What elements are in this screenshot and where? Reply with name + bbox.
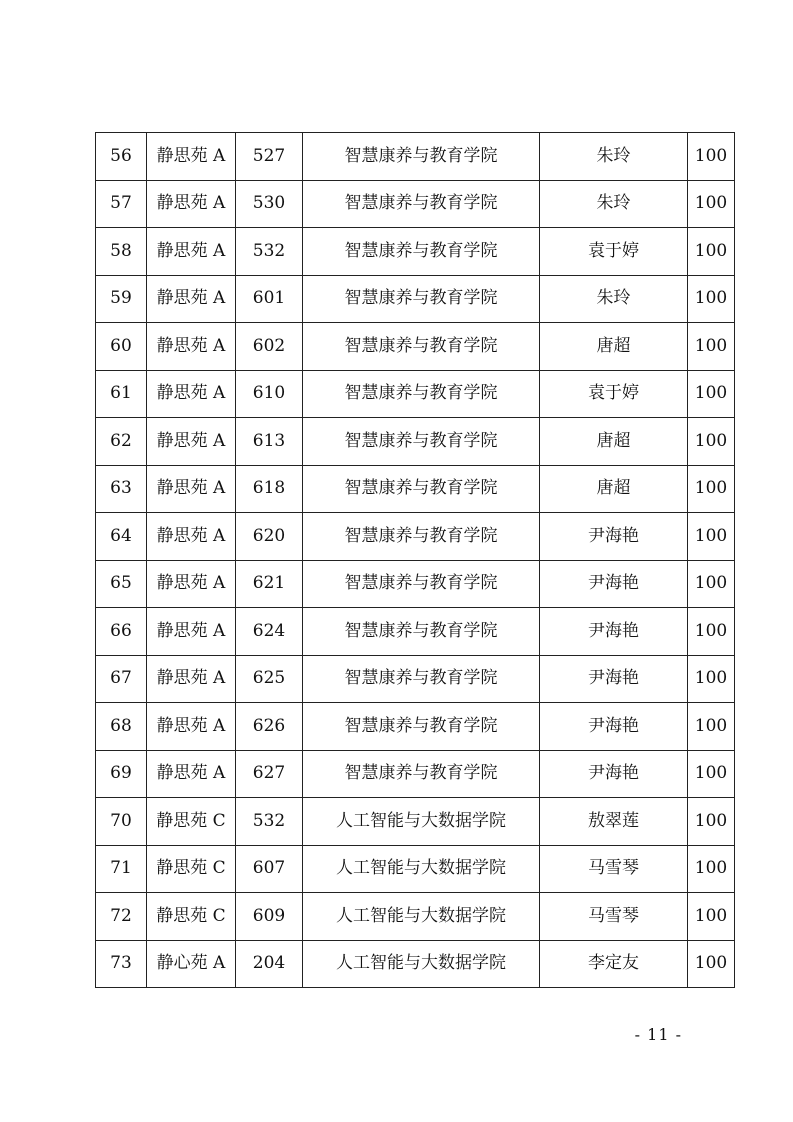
building-cell: 静思苑 A	[147, 180, 236, 228]
college-cell: 智慧康养与教育学院	[303, 513, 540, 561]
college-cell: 智慧康养与教育学院	[303, 608, 540, 656]
table-row	[96, 418, 735, 466]
row-number-cell: 65	[96, 560, 147, 608]
college-cell: 智慧康养与教育学院	[303, 275, 540, 323]
room-number-cell: 627	[236, 750, 303, 798]
supervisor-name-cell: 唐超	[540, 323, 688, 371]
score-cell: 100	[688, 418, 735, 466]
row-number-cell: 73	[96, 940, 147, 988]
building-cell: 静思苑 A	[147, 228, 236, 276]
row-number-cell: 70	[96, 798, 147, 846]
row-number-cell: 72	[96, 893, 147, 941]
score-cell: 100	[688, 893, 735, 941]
table-row	[96, 370, 735, 418]
table-row	[96, 323, 735, 371]
table-row	[96, 893, 735, 941]
building-cell: 静心苑 A	[147, 940, 236, 988]
building-cell: 静思苑 A	[147, 323, 236, 371]
score-cell: 100	[688, 703, 735, 751]
room-number-cell: 618	[236, 465, 303, 513]
score-cell: 100	[688, 608, 735, 656]
room-number-cell: 607	[236, 845, 303, 893]
table-row	[96, 180, 735, 228]
college-cell: 智慧康养与教育学院	[303, 370, 540, 418]
row-number-cell: 69	[96, 750, 147, 798]
table-row	[96, 845, 735, 893]
room-number-cell: 621	[236, 560, 303, 608]
row-number-cell: 62	[96, 418, 147, 466]
table-row	[96, 655, 735, 703]
room-number-cell: 532	[236, 798, 303, 846]
supervisor-name-cell: 袁于婷	[540, 228, 688, 276]
table-row	[96, 940, 735, 988]
score-cell: 100	[688, 798, 735, 846]
supervisor-name-cell: 唐超	[540, 465, 688, 513]
room-number-cell: 530	[236, 180, 303, 228]
supervisor-name-cell: 朱玲	[540, 133, 688, 181]
building-cell: 静思苑 A	[147, 655, 236, 703]
building-cell: 静思苑 A	[147, 560, 236, 608]
score-cell: 100	[688, 750, 735, 798]
page-number: - 11 -	[634, 1025, 682, 1044]
supervisor-name-cell: 马雪琴	[540, 845, 688, 893]
supervisor-name-cell: 尹海艳	[540, 703, 688, 751]
score-cell: 100	[688, 180, 735, 228]
building-cell: 静思苑 C	[147, 845, 236, 893]
room-number-cell: 625	[236, 655, 303, 703]
supervisor-name-cell: 袁于婷	[540, 370, 688, 418]
building-cell: 静思苑 A	[147, 750, 236, 798]
table-row	[96, 465, 735, 513]
table-row	[96, 133, 735, 181]
supervisor-name-cell: 尹海艳	[540, 513, 688, 561]
supervisor-name-cell: 朱玲	[540, 275, 688, 323]
building-cell: 静思苑 A	[147, 418, 236, 466]
room-number-cell: 626	[236, 703, 303, 751]
building-cell: 静思苑 C	[147, 893, 236, 941]
row-number-cell: 64	[96, 513, 147, 561]
college-cell: 人工智能与大数据学院	[303, 845, 540, 893]
table-body	[96, 133, 735, 988]
room-number-cell: 601	[236, 275, 303, 323]
supervisor-name-cell: 尹海艳	[540, 560, 688, 608]
building-cell: 静思苑 A	[147, 703, 236, 751]
college-cell: 智慧康养与教育学院	[303, 560, 540, 608]
supervisor-name-cell: 尹海艳	[540, 608, 688, 656]
college-cell: 智慧康养与教育学院	[303, 750, 540, 798]
table-row	[96, 750, 735, 798]
score-cell: 100	[688, 940, 735, 988]
row-number-cell: 56	[96, 133, 147, 181]
supervisor-name-cell: 唐超	[540, 418, 688, 466]
supervisor-name-cell: 马雪琴	[540, 893, 688, 941]
row-number-cell: 60	[96, 323, 147, 371]
row-number-cell: 58	[96, 228, 147, 276]
row-number-cell: 63	[96, 465, 147, 513]
score-cell: 100	[688, 323, 735, 371]
row-number-cell: 57	[96, 180, 147, 228]
table-row	[96, 798, 735, 846]
score-cell: 100	[688, 465, 735, 513]
score-cell: 100	[688, 370, 735, 418]
score-cell: 100	[688, 655, 735, 703]
building-cell: 静思苑 A	[147, 608, 236, 656]
college-cell: 智慧康养与教育学院	[303, 180, 540, 228]
supervisor-name-cell: 敖翠莲	[540, 798, 688, 846]
college-cell: 智慧康养与教育学院	[303, 465, 540, 513]
score-cell: 100	[688, 228, 735, 276]
row-number-cell: 68	[96, 703, 147, 751]
room-number-cell: 610	[236, 370, 303, 418]
room-number-cell: 204	[236, 940, 303, 988]
building-cell: 静思苑 C	[147, 798, 236, 846]
score-cell: 100	[688, 275, 735, 323]
college-cell: 智慧康养与教育学院	[303, 323, 540, 371]
college-cell: 人工智能与大数据学院	[303, 798, 540, 846]
building-cell: 静思苑 A	[147, 133, 236, 181]
row-number-cell: 66	[96, 608, 147, 656]
building-cell: 静思苑 A	[147, 513, 236, 561]
building-cell: 静思苑 A	[147, 465, 236, 513]
college-cell: 智慧康养与教育学院	[303, 228, 540, 276]
score-cell: 100	[688, 133, 735, 181]
table-row	[96, 608, 735, 656]
room-number-cell: 620	[236, 513, 303, 561]
building-cell: 静思苑 A	[147, 370, 236, 418]
table-row	[96, 228, 735, 276]
building-cell: 静思苑 A	[147, 275, 236, 323]
table-row	[96, 703, 735, 751]
row-number-cell: 71	[96, 845, 147, 893]
room-number-cell: 613	[236, 418, 303, 466]
supervisor-name-cell: 朱玲	[540, 180, 688, 228]
supervisor-name-cell: 尹海艳	[540, 750, 688, 798]
college-cell: 智慧康养与教育学院	[303, 418, 540, 466]
room-number-cell: 609	[236, 893, 303, 941]
room-number-cell: 532	[236, 228, 303, 276]
supervisor-name-cell: 李定友	[540, 940, 688, 988]
room-number-cell: 602	[236, 323, 303, 371]
row-number-cell: 67	[96, 655, 147, 703]
table-row	[96, 513, 735, 561]
college-cell: 智慧康养与教育学院	[303, 133, 540, 181]
college-cell: 人工智能与大数据学院	[303, 893, 540, 941]
college-cell: 人工智能与大数据学院	[303, 940, 540, 988]
score-cell: 100	[688, 513, 735, 561]
college-cell: 智慧康养与教育学院	[303, 655, 540, 703]
row-number-cell: 61	[96, 370, 147, 418]
score-cell: 100	[688, 845, 735, 893]
dormitory-score-table	[95, 132, 735, 988]
row-number-cell: 59	[96, 275, 147, 323]
table-row	[96, 560, 735, 608]
college-cell: 智慧康养与教育学院	[303, 703, 540, 751]
supervisor-name-cell: 尹海艳	[540, 655, 688, 703]
room-number-cell: 624	[236, 608, 303, 656]
room-number-cell: 527	[236, 133, 303, 181]
score-cell: 100	[688, 560, 735, 608]
table-row	[96, 275, 735, 323]
